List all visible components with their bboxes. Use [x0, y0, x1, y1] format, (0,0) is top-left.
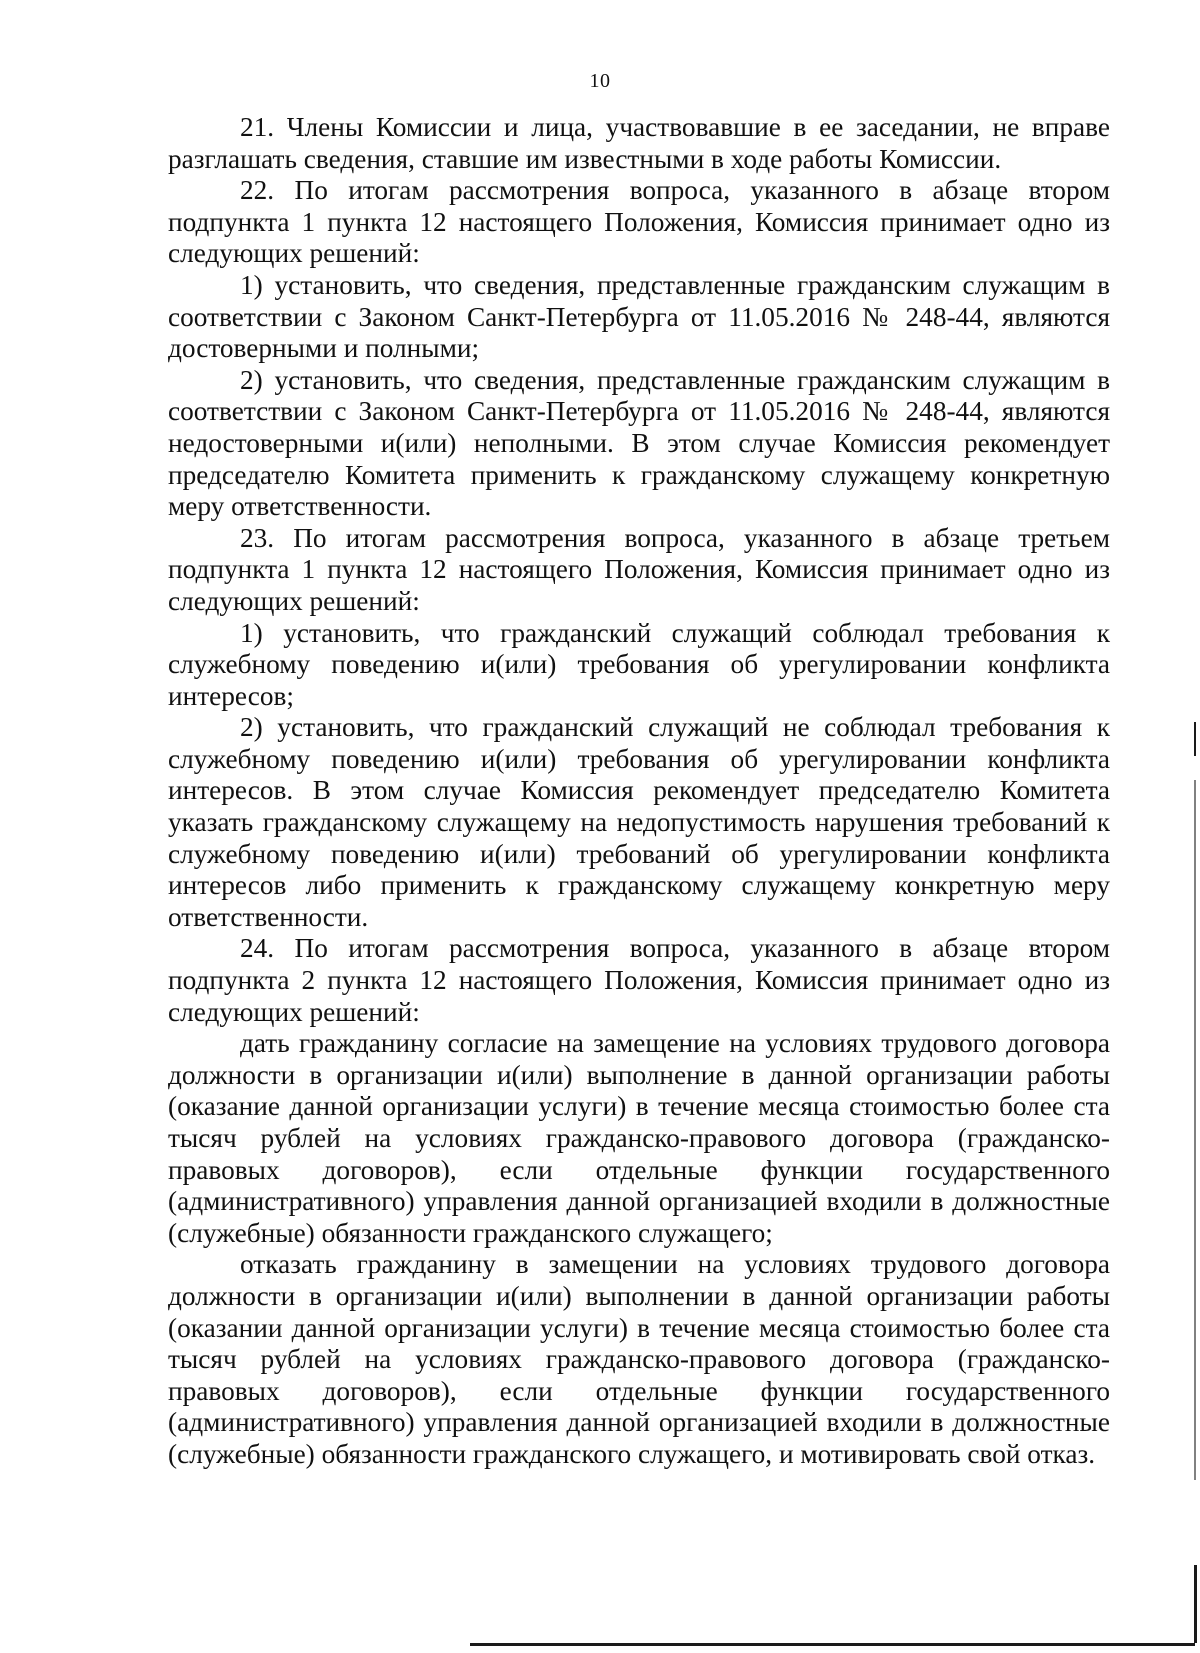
- paragraph-22-item-2: 2) установить, что сведения, представленные гражданским служащим в соответствии с Законом Санкт-Петербурга от 11.05.2016 № 248-44, являются недостоверными и(или) неполными. В этом случае Комиссия рекомендует председателю Комитета применить к гражданскому служащему конкретную меру ответственности.: [168, 364, 1110, 522]
- scan-edge-mark: [1194, 1565, 1197, 1643]
- paragraph-23-item-2: 2) установить, что гражданский служащий не соблюдал требования к служебному поведению и(или) требования об урегулировании конфликта интересов. В этом случае Комиссия рекомендует председателю Комитета указать гражданскому служащему на недопустимость нарушения требований к служебному поведению и(или) требований об урегулировании конфликта интересов либо применить к гражданскому служащему конкретную меру ответственности.: [168, 712, 1110, 932]
- document-body: [168, 112, 1110, 1471]
- paragraph-24-decision-refusal: отказать гражданину в замещении на условиях трудового договора должности в организации и(или) выполнении в данной организации работы (оказании данной организации услуги) в течение месяца стоимостью более ста тысяч рублей на условиях гражданско-правового договора (гражданско-правовых договоров), если отдельные функции государственного (административного) управления данной организацией входили в должностные (служебные) обязанности гражданского служащего, и мотивировать свой отказ.: [168, 1249, 1110, 1469]
- page-number: 10: [589, 70, 611, 92]
- paragraph-23: 23. По итогам рассмотрения вопроса, указанного в абзаце третьем подпункта 1 пункта 12 настоящего Положения, Комиссия принимает одно из следующих решений:: [168, 522, 1110, 616]
- paragraph-24: 24. По итогам рассмотрения вопроса, указанного в абзаце втором подпункта 2 пункта 12 настоящего Положения, Комиссия принимает одно из следующих решений:: [168, 933, 1110, 1027]
- scan-edge-mark: [1194, 780, 1196, 1480]
- paragraph-24-decision-consent: дать гражданину согласие на замещение на условиях трудового договора должности в организации и(или) выполнение в данной организации работы (оказание данной организации услуги) в течение месяца стоимостью более ста тысяч рублей на условиях гражданско-правового договора (гражданско-правовых договоров), если отдельные функции государственного (административного) управления данной организацией входили в должностные (служебные) обязанности гражданского служащего;: [168, 1028, 1110, 1248]
- paragraph-21: 21. Члены Комиссии и лица, участвовавшие в ее заседании, не вправе разглашать сведения, ставшие им известными в ходе работы Комиссии.: [168, 112, 1110, 174]
- paragraph-22: 22. По итогам рассмотрения вопроса, указанного в абзаце втором подпункта 1 пункта 12 настоящего Положения, Комиссия принимает одно из следующих решений:: [168, 175, 1110, 269]
- scan-bottom-edge: [470, 1643, 1195, 1646]
- scan-edge-mark: [1194, 722, 1196, 756]
- paragraph-22-item-1: 1) установить, что сведения, представленные гражданским служащим в соответствии с Законом Санкт-Петербурга от 11.05.2016 № 248-44, являются достоверными и полными;: [168, 269, 1110, 364]
- paragraph-23-item-1: 1) установить, что гражданский служащий соблюдал требования к служебному поведению и(или) требования об урегулировании конфликта интересов;: [168, 617, 1110, 711]
